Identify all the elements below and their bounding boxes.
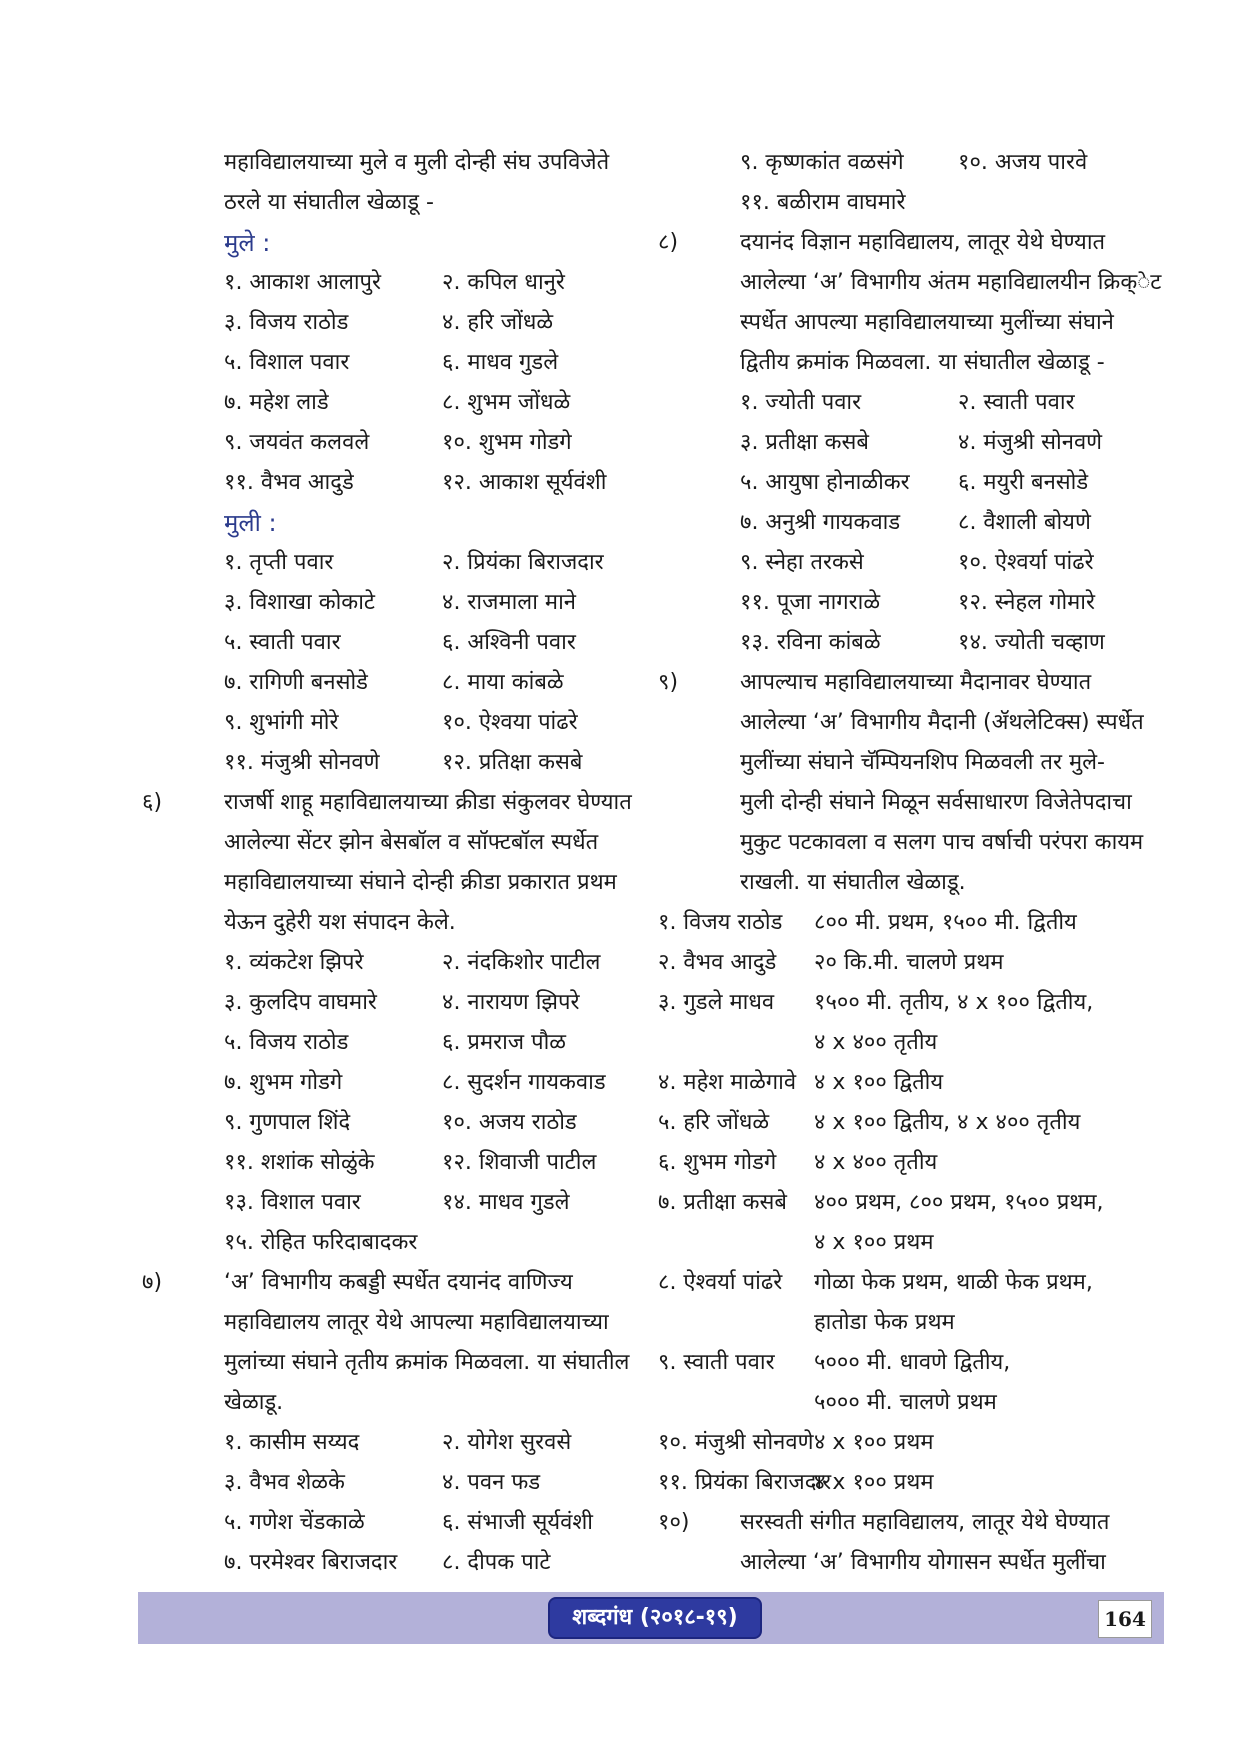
athlete-result: गोळा फेक प्रथम, थाळी फेक प्रथम, [814, 1270, 1093, 1295]
numbered-paragraph [658, 663, 1168, 703]
athlete-result: ४ x १०० द्वितीय [814, 1070, 944, 1095]
player-row [142, 1103, 662, 1143]
player-row [142, 263, 662, 303]
athlete-result: ५००० मी. धावणे द्वितीय, [814, 1350, 1011, 1375]
player-name: ११. शशांक सोळुंके [224, 1150, 375, 1175]
player-name: ६. माधव गुडले [442, 350, 559, 375]
player-name: ५. विशाल पवार [224, 350, 350, 375]
text-line: १५. रोहित फरिदाबादकर [224, 1230, 418, 1255]
player-name: ४. हरि जोंधळे [442, 310, 554, 335]
player-name: ३. वैभव शेळके [224, 1470, 345, 1495]
text-line: मुलांच्या संघाने तृतीय क्रमांक मिळवला. या संघातील [224, 1350, 630, 1375]
athlete-result: हातोडा फेक प्रथम [814, 1310, 955, 1335]
player-row [142, 1503, 662, 1543]
player-name: ६. मयुरी बनसोडे [958, 470, 1089, 495]
player-row [142, 703, 662, 743]
player-name: १३. रविना कांबळे [740, 630, 881, 655]
player-name: २. स्वाती पवार [958, 390, 1075, 415]
player-name: ७. रागिणी बनसोडे [224, 670, 368, 695]
athlete-result-row [658, 1463, 1168, 1503]
athlete-name: १०. मंजुश्री सोनवणे [658, 1430, 814, 1455]
numbered-paragraph [658, 1503, 1168, 1543]
paragraph-text: सरस्वती संगीत महाविद्यालय, लातूर येथे घेण्यात [740, 1510, 1110, 1535]
player-name: १०. अजय राठोड [442, 1110, 577, 1135]
paragraph-text: ‘अ’ विभागीय कबड्डी स्पर्धेत दयानंद वाणिज्य [224, 1270, 573, 1295]
player-row [142, 343, 662, 383]
player-name: २. कपिल धानुरे [442, 270, 565, 295]
text-line: मुकुट पटकावला व सलग पाच वर्षाची परंपरा कायम [740, 830, 1144, 855]
text-line: खेळाडू. [224, 1390, 284, 1415]
player-name: १०. ऐश्वया पांढरे [442, 710, 578, 735]
player-name: ९. शुभांगी मोरे [224, 710, 339, 735]
player-name: १४. माधव गुडले [442, 1190, 570, 1215]
athlete-result-row [658, 1303, 1168, 1343]
numbered-paragraph [142, 1263, 662, 1303]
player-name: ३. प्रतीक्षा कसबे [740, 430, 869, 455]
athlete-result: ४ x १०० द्वितीय, ४ x ४०० तृतीय [814, 1110, 1081, 1135]
athlete-result-row [658, 1103, 1168, 1143]
player-name: ८. माया कांबळे [442, 670, 564, 695]
player-name: ८. दीपक पाटे [442, 1550, 551, 1575]
right-column [658, 143, 1168, 1583]
paragraph-text: राजर्षी शाहू महाविद्यालयाच्या क्रीडा संकुलवर घेण्यात [224, 790, 632, 815]
player-name: ९. स्नेहा तरकसे [740, 550, 864, 575]
text-line: महाविद्यालय लातूर येथे आपल्या महाविद्यालयाच्या [224, 1310, 609, 1335]
player-name: ५. गणेश चेंडकाळे [224, 1510, 365, 1535]
athlete-result: १५०० मी. तृतीय, ४ x १०० द्वितीय, [814, 990, 1094, 1015]
player-name: १. आकाश आलापुरे [224, 270, 382, 295]
player-name: १३. विशाल पवार [224, 1190, 361, 1215]
athlete-name: ९. स्वाती पवार [658, 1350, 775, 1375]
player-name: १०. ऐश्वर्या पांढरे [958, 550, 1094, 575]
athlete-result: २० कि.मी. चालणे प्रथम [814, 950, 1004, 975]
player-name: ४. मंजुश्री सोनवणे [958, 430, 1103, 455]
player-name: ४. राजमाला माने [442, 590, 576, 615]
player-name: ११. मंजुश्री सोनवणे [224, 750, 380, 775]
paragraph-number: ८) [658, 230, 679, 255]
player-row [142, 623, 662, 663]
player-row [142, 1543, 662, 1583]
section-heading: मुली : [224, 509, 277, 537]
paragraph-number: ६) [142, 790, 163, 815]
paragraph-number: ९) [658, 670, 679, 695]
athlete-name: ७. प्रतीक्षा कसबे [658, 1190, 787, 1215]
athlete-result-row [658, 1223, 1168, 1263]
player-row [658, 383, 1168, 423]
athlete-name: ४. महेश माळेगावे [658, 1070, 797, 1095]
player-row [142, 463, 662, 503]
player-name: १. तृप्ती पवार [224, 550, 334, 575]
numbered-paragraph [142, 783, 662, 823]
athlete-result-row [658, 1383, 1168, 1423]
player-name: ३. विजय राठोड [224, 310, 349, 335]
athlete-name: १. विजय राठोड [658, 910, 783, 935]
text-line: द्वितीय क्रमांक मिळवला. या संघातील खेळाडू - [740, 350, 1105, 375]
player-row [142, 983, 662, 1023]
player-row [142, 1143, 662, 1183]
player-name: ६. अश्विनी पवार [442, 630, 576, 655]
text-line: मुलींच्या संघाने चॅम्पियनशिप मिळवली तर मुले- [740, 750, 1105, 775]
player-name: ८. वैशाली बोयणे [958, 510, 1091, 535]
player-name: ४. नारायण झिपरे [442, 990, 580, 1015]
player-row [142, 423, 662, 463]
left-column [142, 143, 662, 1583]
text-line: ११. बळीराम वाघमारे [740, 190, 906, 215]
player-name: २. नंदकिशोर पाटील [442, 950, 601, 975]
player-row [658, 143, 1168, 183]
player-row [142, 743, 662, 783]
player-name: १. व्यंकटेश झिपरे [224, 950, 364, 975]
player-name: ९. जयवंत कलवले [224, 430, 370, 455]
athlete-result-row [658, 1263, 1168, 1303]
player-name: ७. अनुश्री गायकवाड [740, 510, 901, 535]
athlete-result-row [658, 1423, 1168, 1463]
player-name: ११. वैभव आदुडे [224, 470, 354, 495]
player-name: ९. कृष्णकांत वळसंगे [740, 150, 904, 175]
player-row [142, 383, 662, 423]
numbered-paragraph [658, 223, 1168, 263]
text-line: आलेल्या ‘अ’ विभागीय योगासन स्पर्धेत मुलींचा [740, 1550, 1106, 1575]
player-name: १२. प्रतिक्षा कसबे [442, 750, 583, 775]
player-name: ९. गुणपाल शिंदे [224, 1110, 351, 1135]
player-name: २. योगेश सुरवसे [442, 1430, 572, 1455]
athlete-result-row [658, 1343, 1168, 1383]
player-row [658, 463, 1168, 503]
section-heading: मुले : [224, 229, 271, 257]
player-row [142, 1423, 662, 1463]
player-name: ८. सुदर्शन गायकवाड [442, 1070, 606, 1095]
player-row [658, 423, 1168, 463]
page-number: 164 [1098, 1600, 1152, 1638]
player-name: ८. शुभम जोंधळे [442, 390, 571, 415]
player-row [142, 1463, 662, 1503]
athlete-result-row [658, 943, 1168, 983]
player-row [142, 1183, 662, 1223]
text-line: राखली. या संघातील खेळाडू. [740, 870, 966, 895]
text-line: स्पर्धेत आपल्या महाविद्यालयाच्या मुलींच्या संघाने [740, 310, 1114, 335]
player-row [658, 543, 1168, 583]
player-name: २. प्रियंका बिराजदार [442, 550, 604, 575]
paragraph-text: दयानंद विज्ञान महाविद्यालय, लातूर येथे घेण्यात [740, 230, 1106, 255]
athlete-result: ४ x १०० प्रथम [814, 1230, 934, 1255]
player-row [142, 303, 662, 343]
text-line: येऊन दुहेरी यश संपादन केले. [224, 910, 456, 935]
athlete-result-row [658, 1143, 1168, 1183]
text-line: ठरले या संघातील खेळाडू - [224, 190, 434, 215]
player-name: ७. महेश लाडे [224, 390, 329, 415]
athlete-result-row [658, 1063, 1168, 1103]
athlete-name: ३. गुडले माधव [658, 990, 775, 1015]
player-row [142, 583, 662, 623]
athlete-result-row [658, 1183, 1168, 1223]
athlete-result: ४ x ४०० तृतीय [814, 1030, 938, 1055]
player-name: १०. अजय पारवे [958, 150, 1088, 175]
athlete-name: २. वैभव आदुडे [658, 950, 777, 975]
player-name: ७. परमेश्वर बिराजदार [224, 1550, 398, 1575]
player-name: १४. ज्योती चव्हाण [958, 630, 1105, 655]
player-name: ७. शुभम गोडगे [224, 1070, 343, 1095]
player-name: १. कासीम सय्यद [224, 1430, 360, 1455]
journal-title: शब्दगंध (२०१८-१९) [548, 1597, 762, 1639]
athlete-name: ८. ऐश्वर्या पांढरे [658, 1270, 783, 1295]
text-line: आलेल्या सेंटर झोन बेसबॉल व सॉफ्टबॉल स्पर्धेत [224, 830, 599, 855]
player-name: ५. आयुषा होनाळीकर [740, 470, 910, 495]
player-name: ११. पूजा नागराळे [740, 590, 881, 615]
text-line: आलेल्या ‘अ’ विभागीय मैदानी (ॲथलेटिक्स) स्पर्धेत [740, 710, 1144, 735]
paragraph-number: ७) [142, 1270, 163, 1295]
text-line: मुली दोन्ही संघाने मिळून सर्वसाधारण विजेतेपदाचा [740, 790, 1132, 815]
athlete-result: ४ x १०० प्रथम [814, 1470, 934, 1495]
athlete-result: ५००० मी. चालणे प्रथम [814, 1390, 997, 1415]
athlete-name: ११. प्रियंका बिराजदार [658, 1470, 832, 1495]
athlete-result: ८०० मी. प्रथम, १५०० मी. द्वितीय [814, 910, 1077, 935]
player-name: १२. स्नेहल गोमारे [958, 590, 1096, 615]
athlete-name: ६. शुभम गोडगे [658, 1150, 777, 1175]
text-line: महाविद्यालयाच्या संघाने दोन्ही क्रीडा प्रकारात प्रथम [224, 870, 617, 895]
athlete-name: ५. हरि जोंधळे [658, 1110, 770, 1135]
player-name: ६. संभाजी सूर्यवंशी [442, 1510, 593, 1535]
player-name: ३. विशाखा कोकाटे [224, 590, 375, 615]
athlete-result: ४ x १०० प्रथम [814, 1430, 934, 1455]
player-name: ३. कुलदिप वाघमारे [224, 990, 377, 1015]
athlete-result-row [658, 903, 1168, 943]
player-name: १२. शिवाजी पाटील [442, 1150, 597, 1175]
player-name: १. ज्योती पवार [740, 390, 862, 415]
player-row [142, 663, 662, 703]
player-name: १०. शुभम गोडगे [442, 430, 572, 455]
player-row [142, 1023, 662, 1063]
player-row [142, 543, 662, 583]
player-row [658, 503, 1168, 543]
player-name: ५. विजय राठोड [224, 1030, 349, 1055]
player-row [658, 623, 1168, 663]
athlete-result: ४०० प्रथम, ८०० प्रथम, १५०० प्रथम, [814, 1190, 1104, 1215]
paragraph-number: १०) [658, 1510, 690, 1535]
player-row [142, 943, 662, 983]
text-line: महाविद्यालयाच्या मुले व मुली दोन्ही संघ उपविजेते [224, 150, 610, 175]
athlete-result: ४ x ४०० तृतीय [814, 1150, 938, 1175]
player-name: १२. आकाश सूर्यवंशी [442, 470, 607, 495]
paragraph-text: आपल्याच महाविद्यालयाच्या मैदानावर घेण्यात [740, 670, 1092, 695]
player-name: ५. स्वाती पवार [224, 630, 341, 655]
player-name: ४. पवन फड [442, 1470, 541, 1495]
athlete-result-row [658, 1023, 1168, 1063]
athlete-result-row [658, 983, 1168, 1023]
player-name: ६. प्रमराज पौळ [442, 1030, 567, 1055]
player-row [658, 583, 1168, 623]
text-line: आलेल्या ‘अ’ विभागीय अंतम महाविद्यालयीन क्रिक्ेट [740, 270, 1162, 295]
player-row [142, 1063, 662, 1103]
